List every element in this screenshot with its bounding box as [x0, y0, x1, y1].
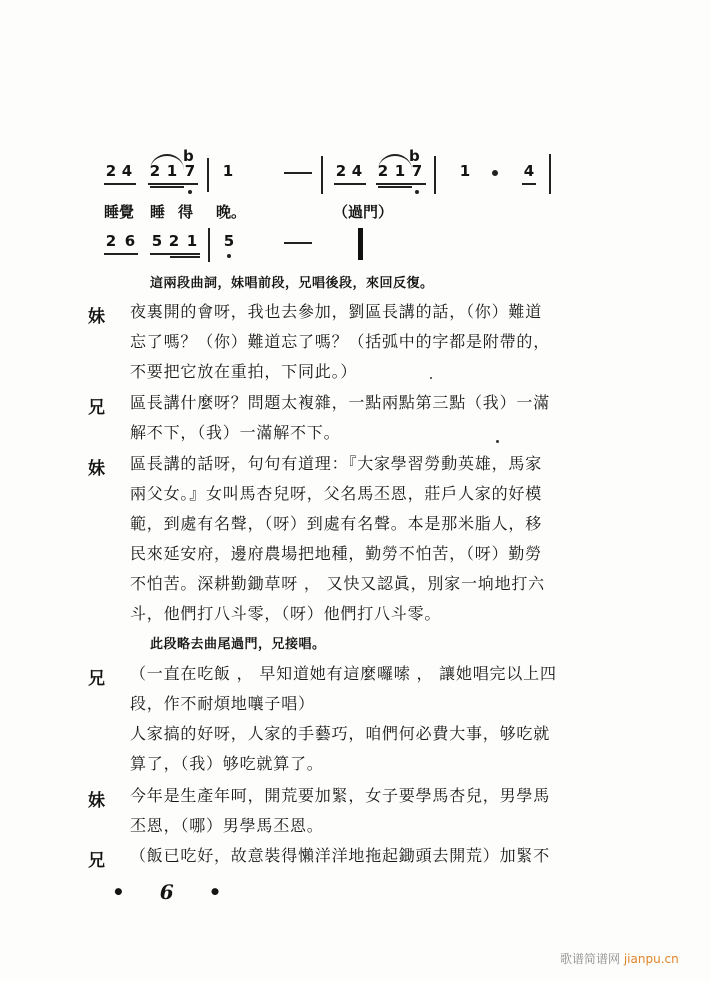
underline	[522, 183, 536, 185]
page-number: • 6 •	[112, 880, 236, 904]
note: 5	[223, 232, 235, 250]
barline	[549, 154, 551, 194]
dialogue-line: 解不下，（我）一滿解不下。	[130, 423, 341, 442]
low-octave-dot	[227, 254, 231, 258]
interlude-label: （過門）	[333, 203, 394, 221]
speaker-sister: 妹	[88, 459, 105, 479]
underline	[334, 183, 366, 185]
flat-mark: b	[183, 147, 194, 165]
barline	[208, 228, 210, 262]
underline	[376, 183, 426, 185]
speaker-brother: 兄	[88, 398, 105, 418]
scan-speck	[496, 440, 499, 443]
dialogue-line: 不要把它放在重拍，下同此。）	[130, 362, 358, 381]
lyric: 得	[178, 203, 194, 221]
note: 4	[121, 162, 133, 180]
note: 2	[168, 232, 180, 250]
note: 1	[459, 162, 471, 180]
dialogue-line: 人家搞的好呀，人家的手藝巧，咱們何必費大事，够吃就	[130, 724, 551, 743]
stage-note: 這兩段曲詞，妹唱前段，兄唱後段，來回反復。	[150, 276, 434, 291]
watermark-en: jianpu.cn	[623, 952, 679, 966]
dialogue-line: 算了，（我）够吃就算了。	[130, 754, 324, 773]
low-octave-dot	[188, 190, 192, 194]
dialogue-line: （一直在吃飯 ， 早知道她有這麼囉嗦 ， 讓她唱完以上四	[130, 664, 557, 683]
note: 2	[105, 162, 117, 180]
dialogue-line: 不怕苦。深耕勤鋤草呀 ， 又快又認眞，別家一垧地打六	[130, 574, 545, 593]
dialogue-line: 忘了嗎？（你）難道忘了嗎？（括弧中的字都是附帶的，	[130, 332, 551, 351]
augmentation-dot	[492, 170, 498, 176]
dialogue-line: 段，作不耐煩地嚷子唱）	[130, 694, 315, 713]
note: 4	[351, 162, 363, 180]
watermark-cn: 歌谱简谱网	[560, 952, 621, 966]
underline	[150, 253, 200, 255]
dialogue-line: 區長講的話呀，句句有道理：『大家學習勞動英雄，馬家	[130, 454, 543, 473]
note: 5	[151, 232, 163, 250]
underline	[170, 256, 200, 258]
note: 1	[394, 162, 406, 180]
barline	[207, 158, 209, 192]
note: 2	[377, 162, 389, 180]
note: 6	[124, 232, 136, 250]
speaker-sister: 妹	[88, 307, 105, 327]
jianpu-notation	[0, 0, 710, 260]
final-double-barline	[358, 228, 363, 260]
underline	[150, 186, 184, 188]
speaker-brother: 兄	[88, 851, 105, 871]
lyric: 睡	[150, 203, 166, 221]
dialogue-line: 兩父女。』女叫馬杏兒呀，父名馬丕恩，莊戶人家的好模	[130, 484, 543, 503]
speaker-brother: 兄	[88, 669, 105, 689]
watermark	[560, 950, 679, 967]
dialogue-line: 斗，他們打八斗零，（呀）他們打八斗零。	[130, 604, 442, 623]
dialogue-line: 今年是生產年呵，開荒要加緊，女子要學馬杏兒，男學馬	[130, 786, 551, 805]
underline	[148, 183, 198, 185]
note: 1	[186, 232, 198, 250]
note: 1	[222, 162, 234, 180]
dialogue-line: 夜裏開的會呀，我也去參加，劉區長講的話，（你）難道	[130, 302, 543, 321]
dialogue-line: 區長講什麼呀？問題太複雜，一點兩點第三點（我）一滿	[130, 393, 551, 412]
lyric: 晚。	[216, 203, 247, 221]
note: 2	[149, 162, 161, 180]
note: 7	[411, 162, 423, 180]
barline	[321, 156, 323, 194]
sustain-dash	[284, 242, 312, 244]
note: 1	[166, 162, 178, 180]
low-octave-dot	[415, 190, 419, 194]
note: 4	[523, 162, 535, 180]
dialogue-line: （飯已吃好，故意裝得懶洋洋地拖起鋤頭去開荒）加緊不	[130, 846, 551, 865]
note: 7	[184, 162, 196, 180]
sustain-dash	[284, 172, 312, 174]
stage-note: 此段略去曲尾過門，兄接唱。	[150, 637, 326, 652]
scan-speck	[430, 377, 432, 379]
note: 2	[335, 162, 347, 180]
dialogue-line: 民來延安府，邊府農場把地種，勤勞不怕苦，（呀）勤勞	[130, 544, 543, 563]
barline	[434, 156, 436, 194]
underline	[104, 253, 138, 255]
dialogue-line: 丕恩，（哪）男學馬丕恩。	[130, 816, 324, 835]
lyric: 睡覺	[104, 203, 135, 221]
speaker-sister: 妹	[88, 791, 105, 811]
dialogue-line: 範，到處有名聲，（呀）到處有名聲。本是那米脂人，移	[130, 514, 543, 533]
underline	[104, 183, 136, 185]
note: 2	[105, 232, 117, 250]
underline	[378, 186, 412, 188]
flat-mark: b	[409, 147, 420, 165]
